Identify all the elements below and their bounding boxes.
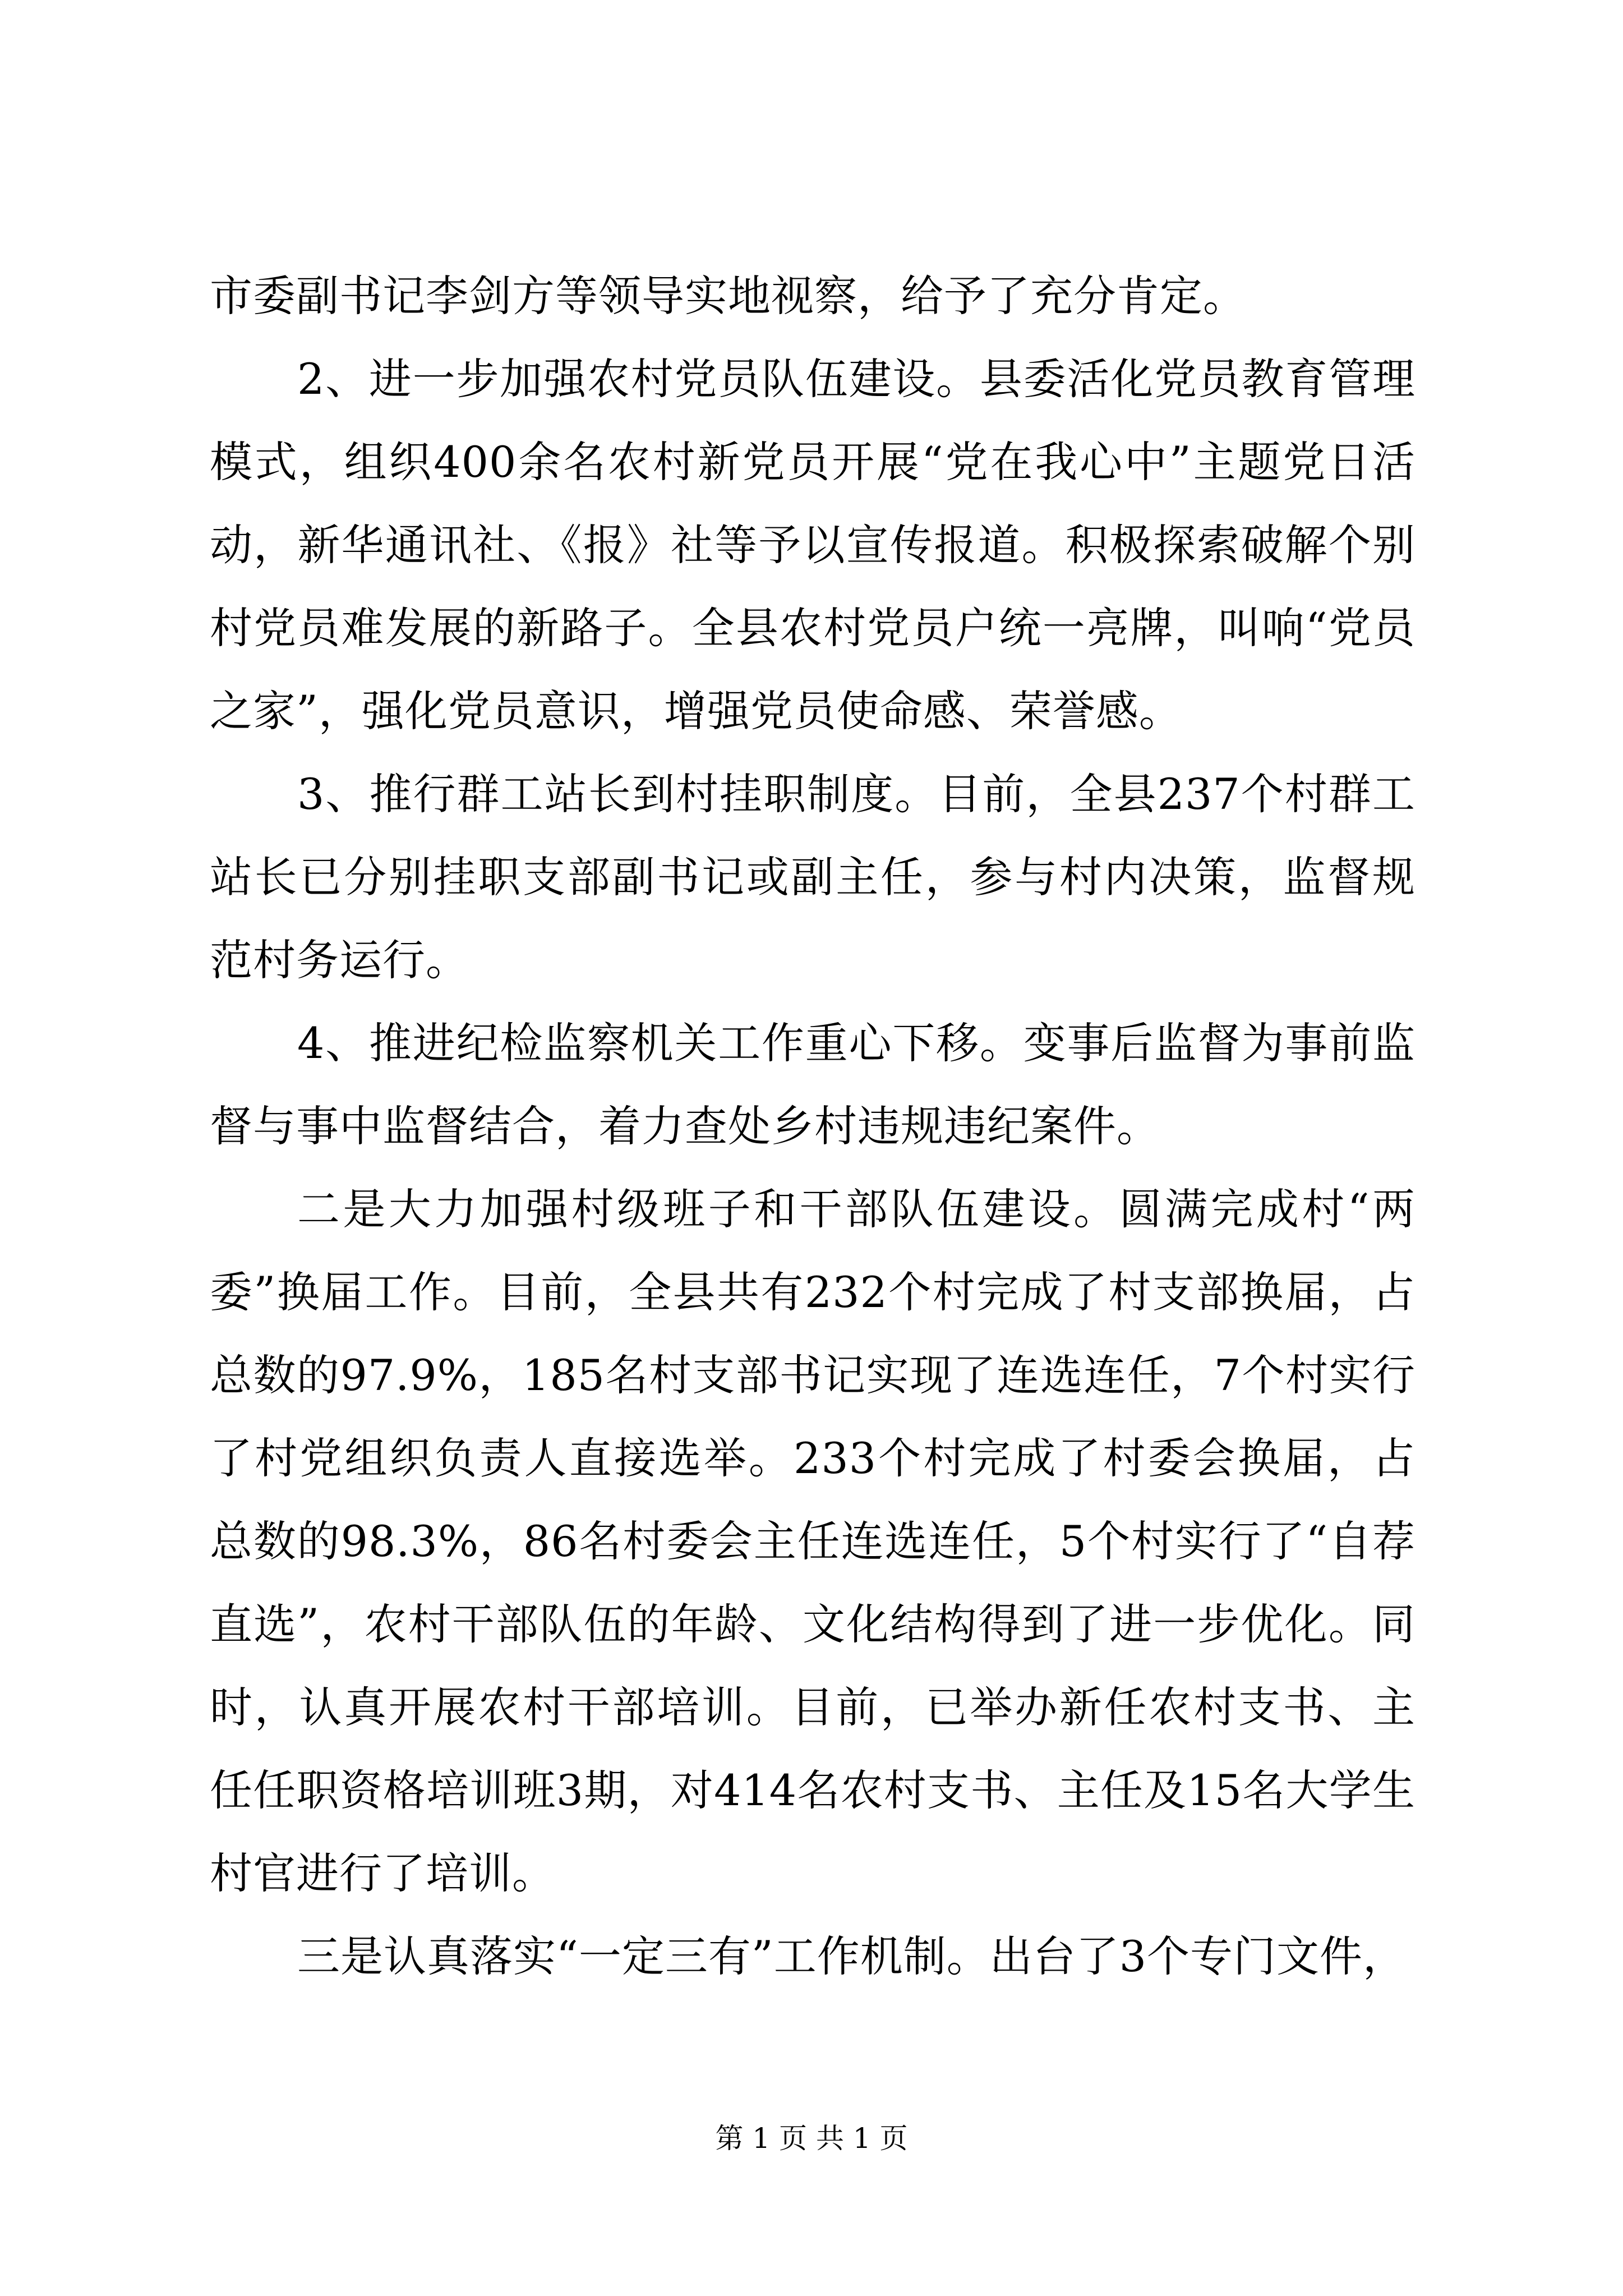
paragraph-2: 2、进一步加强农村党员队伍建设。县委活化党员教育管理模式，组织400余名农村新党员开展“党在我心中”主题党日活动，新华通讯社、《报》社等予以宣传报道。积极探索破解个别村党员难发展的新路子。全县农村党员户统一亮牌，叫响“党员之家”，强化党员意识，增强党员使命感、荣誉感。 xyxy=(210,354,1415,736)
paragraph-6: 三是认真落实“一定三有”工作机制。出台了3个专门文件， xyxy=(297,1931,1407,1981)
paragraph-5: 二是大力加强村级班子和干部队伍建设。圆满完成村“两委”换届工作。目前，全县共有232个村完成了村支部换届，占总数的97.9%，185名村支部书记实现了连选连任，7个村实行了村党组织负责人直接选举。233个村完成了村委会换届，占总数的98.3%，86名村委会主任连选连任，5个村实行了“自荐直选”，农村干部队伍的年龄、文化结构得到了进一步优化。同时，认真开展农村干部培训。目前，已举办新任农村支书、主任任职资格培训班3期，对414名农村支书、主任及15名大学生村官进行了培训。 xyxy=(210,1184,1415,1898)
paragraph-1: 市委副书记李剑方等领导实地视察，给予了充分肯定。 xyxy=(210,271,1246,321)
page-number-footer: 第 1 页 共 1 页 xyxy=(715,2122,908,2155)
paragraph-4: 4、推进纪检监察机关工作重心下移。变事后监督为事前监督与事中监督结合，着力查处乡村违规违纪案件。 xyxy=(210,1018,1415,1151)
document-body xyxy=(210,255,1415,1998)
paragraph-3: 3、推行群工站长到村挂职制度。目前，全县237个村群工站长已分别挂职支部副书记或副主任，参与村内决策，监督规范村务运行。 xyxy=(210,769,1415,985)
